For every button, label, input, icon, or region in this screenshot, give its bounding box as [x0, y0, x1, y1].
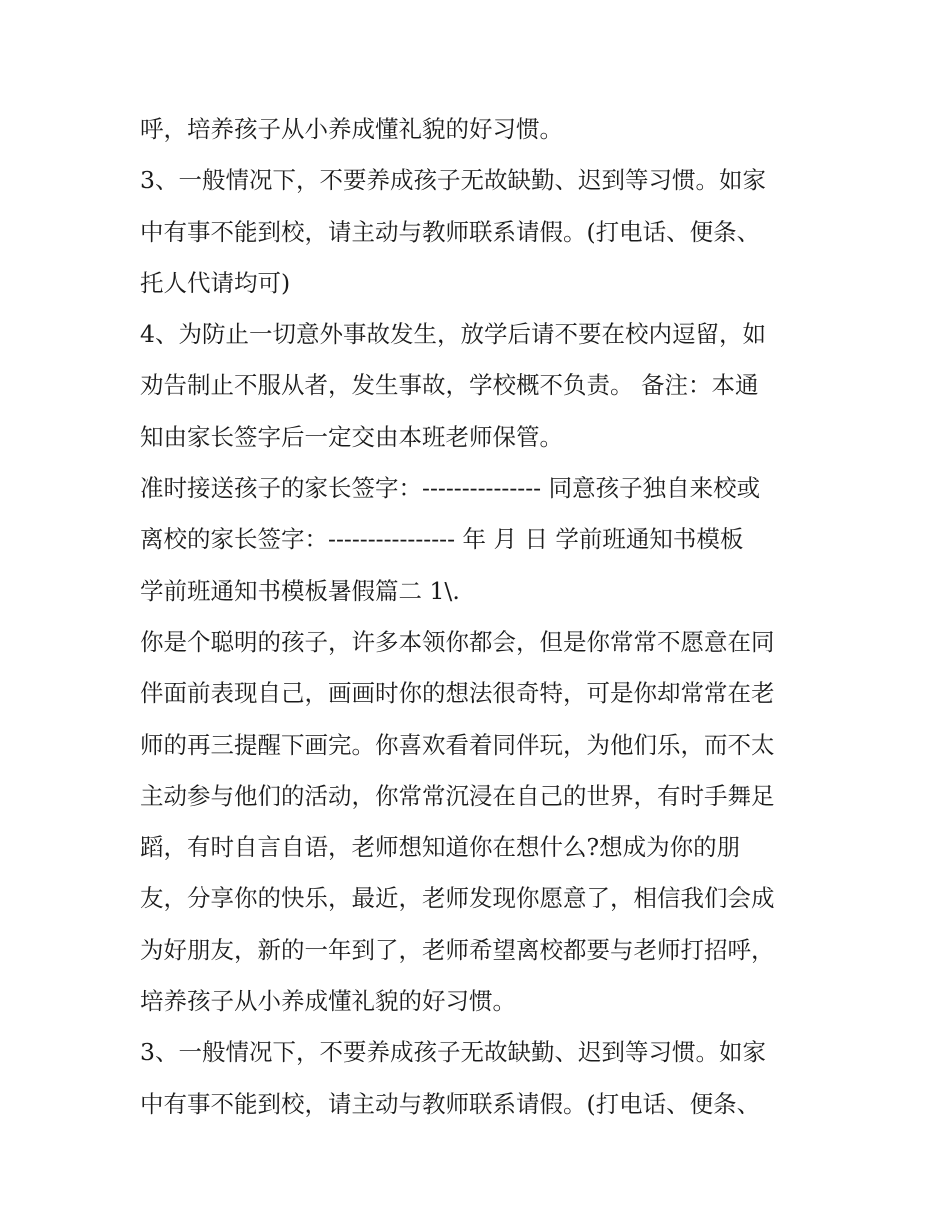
text-line: 为好朋友，新的一年到了，老师希望离校都要与老师打招呼，: [140, 935, 775, 964]
text-line: 中有事不能到校，请主动与教师联系请假。(打电话、便条、: [140, 1089, 761, 1118]
text-line: 知由家长签字后一定交由本班老师保管。: [140, 422, 563, 451]
text-line: 蹈，有时自言自语，老师想知道你在想什么?想成为你的朋: [140, 833, 741, 862]
text-line: 3、一般情况下，不要养成孩子无故缺勤、迟到等习惯。如家: [140, 166, 766, 195]
text-line: 劝告制止不服从者，发生事故，学校概不负责。 备注：本通: [140, 371, 759, 400]
text-line: 友，分享你的快乐，最近，老师发现你愿意了，相信我们会成: [140, 884, 775, 913]
text-line: 准时接送孩子的家长签字：--------------- 同意孩子独自来校或: [140, 474, 761, 503]
text-line: 师的再三提醒下画完。你喜欢看着同伴玩，为他们乐，而不太: [140, 730, 775, 759]
text-line: 主动参与他们的活动，你常常沉浸在自己的世界，有时手舞足: [140, 781, 775, 810]
text-line: 你是个聪明的孩子，许多本领你都会，但是你常常不愿意在同: [140, 627, 775, 656]
text-line: 中有事不能到校，请主动与教师联系请假。(打电话、便条、: [140, 217, 761, 246]
text-line: 学前班通知书模板暑假篇二 1\.: [140, 576, 460, 605]
text-line: 伴面前表现自己，画画时你的想法很奇特，可是你却常常在老: [140, 679, 775, 708]
text-line: 托人代请均可): [140, 268, 291, 297]
text-line: 4、为防止一切意外事故发生，放学后请不要在校内逗留，如: [140, 320, 766, 349]
text-line: 呼，培养孩子从小养成懂礼貌的好习惯。: [140, 115, 563, 143]
text-line: 3、一般情况下，不要养成孩子无故缺勤、迟到等习惯。如家: [140, 1038, 766, 1067]
document-body: [140, 104, 830, 1130]
text-line: 培养孩子从小养成懂礼貌的好习惯。: [140, 987, 516, 1016]
text-line: 离校的家长签字：---------------- 年 月 日 学前班通知书模板: [140, 525, 744, 554]
